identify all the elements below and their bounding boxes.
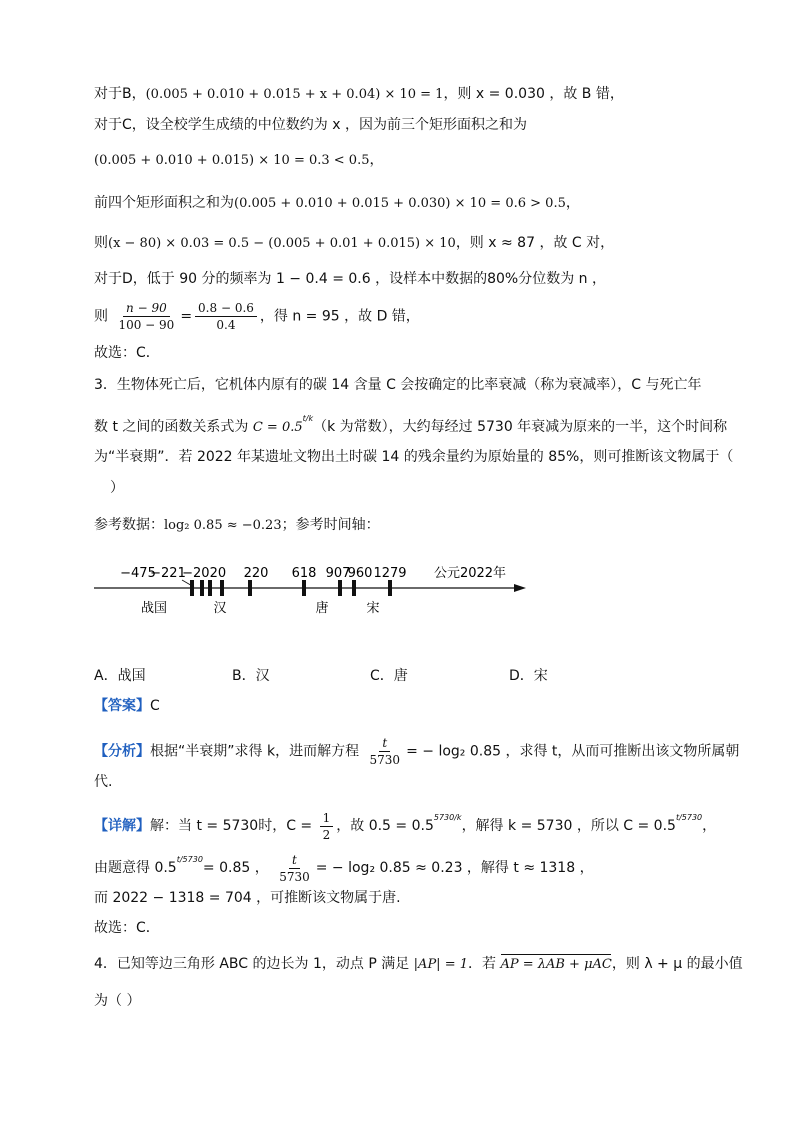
vector-equation: AP = λAB + μAC <box>500 955 611 975</box>
q4-line2: 为（ ） <box>94 993 141 1009</box>
q3-reference: 参考数据：log₂ 0.85 ≈ −0.23；参考时间轴： <box>94 517 380 533</box>
tick-label: 960 <box>347 566 373 581</box>
timeline-end-label: 公元2022年 <box>433 566 507 581</box>
reference-timeline <box>90 556 530 620</box>
fraction: $\frac{t}{5730}$ <box>279 852 310 884</box>
option-d: D．宋 <box>509 668 548 684</box>
q3-line1: 3．生物体死亡后，它机体内原有的碳 14 含量 C 会按确定的比率衰减（称为衰减率），C 与死亡年 <box>94 377 702 393</box>
option-a: A．战国 <box>94 668 146 684</box>
tick-label: 0 <box>217 566 227 581</box>
q3-line2: 数 t 之间的函数关系式为 $C = 0.5^{t/k}(k$ 为常数），大约每经过 5730 年衰减为原来的一半，这个时间称 <box>94 414 728 435</box>
analysis-line: 【分析】根据“半衰期”求得 k，进而解方程 $\frac{t}{5730}$ = − log₂ 0.85 ，求得 t，从而可推断出该文物所属朝 <box>94 736 740 767</box>
era-label: 唐 <box>315 601 329 616</box>
timeline-tick <box>200 580 204 596</box>
timeline-tick <box>388 580 392 596</box>
timeline-tick <box>220 580 224 596</box>
timeline-tick <box>352 580 356 596</box>
line-d1: 对于D，低于 90 分的频率为 1 − 0.4 = 0.6 ，设样本中数据的80%分位数为 n ， <box>94 271 606 287</box>
timeline-arrow <box>514 584 526 592</box>
tick-label: −221 <box>150 566 186 581</box>
era-label: 宋 <box>366 601 380 616</box>
line-b: 对于B，(0.005 + 0.010 + 0.015 + x + 0.04) × 10 = 1，则 x = 0.030 ，故 B 错， <box>94 86 624 102</box>
detail-line3: 而 2022 − 1318 = 704 ，可推断该文物属于唐. <box>94 890 401 906</box>
timeline-tick <box>248 580 252 596</box>
fraction: $\frac{t}{5730}$ <box>369 736 401 767</box>
timeline-tick <box>208 580 212 596</box>
tick-label: 1279 <box>373 566 407 581</box>
tick-label: −202 <box>182 566 218 581</box>
line-d2: 则 $\frac{n - 90}{100 - 90}$ = $\frac{0.8 - 0.6}{0.4}$ ，得 n = 95 ，故 D 错， <box>94 301 420 332</box>
era-label: 汉 <box>213 601 227 616</box>
q4-line1: 4．已知等边三角形 ABC 的边长为 1，动点 P 满足 |AP| = 1．若 AP = λAB + μAC，则 λ + μ 的最小值 <box>94 954 743 975</box>
answer-tag: 【答案】 <box>94 698 150 714</box>
tick-label: −475 <box>120 566 156 581</box>
detail-tag: 【详解】 <box>94 818 150 834</box>
line-answer-q2: 故选：C． <box>94 345 160 361</box>
q3-line3: 为“半衰期”．若 2022 年某遗址文物出土时碳 14 的残余量约为原始量的 85%，则可推断该文物属于（ <box>94 449 734 465</box>
timeline-tick <box>338 580 342 596</box>
line-c1: 对于C，设全校学生成绩的中位数约为 x ，因为前三个矩形面积之和为 <box>94 117 527 133</box>
answer-line: 【答案】C <box>94 698 160 714</box>
fraction: $\frac{1}{2}$ <box>320 810 334 843</box>
final-answer-q3: 故选：C． <box>94 920 160 936</box>
era-label: 战国 <box>140 601 168 616</box>
timeline-tick <box>302 580 306 596</box>
line-c3: 前四个矩形面积之和为(0.005 + 0.010 + 0.015 + 0.030) × 10 = 0.6 > 0.5， <box>94 195 580 211</box>
q3-line4: ） <box>110 480 124 496</box>
analysis-tag: 【分析】 <box>94 743 150 760</box>
tick-label: 618 <box>291 566 317 581</box>
tick-label: 907 <box>325 566 351 581</box>
option-c: C．唐 <box>370 668 408 684</box>
tick-label: 220 <box>243 566 269 581</box>
option-b: B．汉 <box>232 668 270 684</box>
analysis-line2: 代. <box>94 774 113 790</box>
line-c2: (0.005 + 0.010 + 0.015) × 10 = 0.3 < 0.5， <box>94 152 384 168</box>
detail-line2: 由题意得 $0.5^{t/5730}= 0.85$ ， $\frac{t}{5730}$ = − log₂ 0.85 ≈ 0.23 ，解得 t ≈ 1318 ， <box>94 852 594 884</box>
fraction: $\frac{0.8 - 0.6}{0.4}$ <box>195 300 257 333</box>
timeline-tick <box>190 580 194 596</box>
fraction: $\frac{n - 90}{100 - 90}$ <box>118 301 175 332</box>
detail-line1: 【详解】解：当 t = 5730时，C = $\frac{1}{2}$ ，故 $0.5 = 0.5^{5730/k}$，解得 k = 5730 ，所以 $C = 0.5^{t/5730}$， <box>94 810 717 842</box>
line-c4: 则(x − 80) × 0.03 = 0.5 − (0.005 + 0.01 + 0.015) × 10，则 x ≈ 87 ，故 C 对， <box>94 235 615 251</box>
